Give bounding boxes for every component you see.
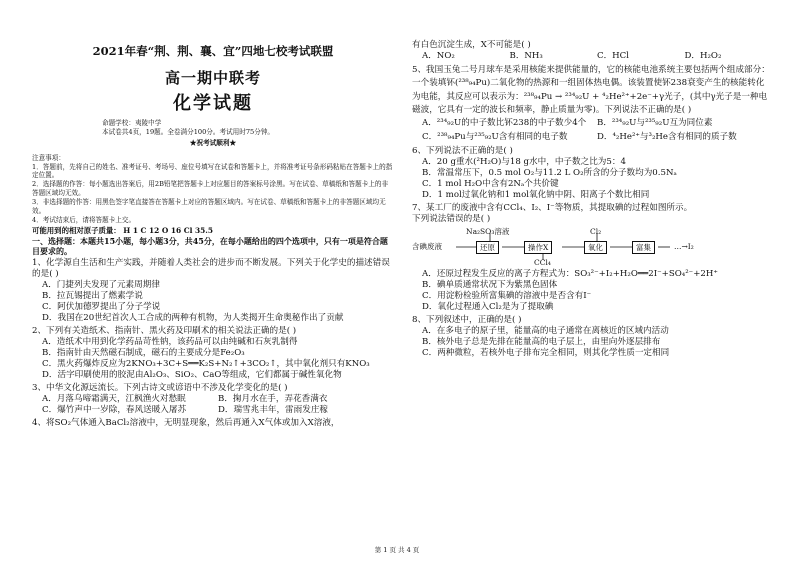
option: A．门捷列夫发现了元素周期律 [42,280,160,291]
option: A．造纸术中用到化学药品苛性钠，该药品可以由纯碱和石灰乳制得 [42,337,298,348]
option: B．NH₃ [509,51,543,61]
page-footer: 第 1 页 共 4 页 [374,546,420,554]
question-stem: 4、将SO₂气体通入BaCl₂溶液中，无明显现象，然后再通入X气体或加入X溶液， [32,418,340,429]
question-stem: 7、某工厂的废液中含有CCl₄、I₂、I⁻等物质，其提取碘的过程如图所示。 [412,202,693,213]
option: B．²³⁴₉₂U与²³⁵₉₂U互为同位素 [597,118,713,129]
flow-reagent-1: Na₂SO₃溶液 [466,226,510,236]
question-stem: 2、下列有关造纸术、指南针、黑火药及印刷术的相关说法正确的是( ) [32,326,297,337]
league-title: 2021年春“荆、荆、襄、宜”四地七校考试联盟 [92,44,334,58]
flow-start: 含碘废液 [412,241,442,251]
option: C．黑火药爆炸反应为2KNO₃+3C+S══K₂S+N₂↑+3CO₂↑，其中氧化剂只有KNO₃ [42,359,370,370]
option: C．两种微粒，若核外电子排布完全相同，则其化学性质一定相同 [422,347,670,358]
subject-title: 化学试题 [173,92,253,114]
option: D．⁴₂He²⁺与³₂He含有相同的质子数 [597,131,737,142]
question-stem: 5、我国玉兔二号月球车是采用核能来提供能量的，它的核能电池系统主要包括两个组成部分：一个装填钚(²³⁸₉₄Pu)二氧化物的热源和一组固体热电偶。该装置使钚238衰变产生的核能转化为电能，其反应可以表示为：²³⁸₉₄Pu → ²³⁴₉₂U + ⁴₂He²⁺+2e⁻+γ光子，(其中γ光子是一种电磁波，它具有一定的波长和频率，静止质量为零)。下列说法不正确的是( ) [412,65,770,115]
option: B．掬月水在手，弄花香满衣 [218,394,328,405]
question-8 [412,315,772,359]
option: C．用淀粉检验所富集碘的溶液中是否含有I⁻ [422,290,592,301]
option: D．瑞雪兆丰年，雷雨发庄稼 [218,405,329,416]
option: D．活字印刷使用的胶泥由Al₂O₃、SiO₂、CaO等组成，它们都属于碱性氧化物 [42,370,342,381]
process-flow-diagram [412,227,772,267]
option: A．NO₂ [422,51,455,61]
note-item: 3．非选择题的作答：用黑色签字笔直接答在答题卡上对应的答题区域内。写在试卷、草稿纸和答题卡上的非答题区域均无效。 [32,198,386,215]
option: A．月落乌啼霜满天，江枫渔火对愁眠 [42,394,186,405]
left-column [32,0,394,429]
flow-byproduct: CCl₄ [534,257,551,267]
flow-end: …→I₂ [674,241,694,251]
flow-box-oxidize: 氧化 [584,241,607,254]
option: B．核外电子总是先排在能量高的电子层上，由里向外逐层排布 [422,336,661,347]
flow-box-enrich: 富集 [632,241,655,254]
note-item: 4．考试结束后，请将答题卡上交。 [32,215,136,224]
motto: ★祝考试顺利★ [189,138,237,147]
option: A．²³⁴₉₂U的中子数比钚238的中子数少4个 [422,118,587,129]
question-4 [32,418,394,429]
section-heading: 一、选择题：本题共15小题，每小题3分，共45分，在每小题给出的四个选项中，只有一项是符合题目要求的。 [32,235,388,256]
option: B．碘单质通常状况下为紫黑色固体 [422,279,558,290]
option: C．HCl [597,51,629,61]
option: B．常温常压下，0.5 mol O₂与11.2 L O₂所含的分子数均为0.5Nₐ [422,167,677,178]
note-item: 1．答题前，先将自己的姓名、准考证号、考场号、座位号填写在试卷和答题卡上，并将准考证号条形码粘贴在答题卡上的指定位置。 [32,162,393,180]
question-2 [32,326,394,381]
flow-box-reduce: 还原 [476,241,499,254]
question-4-continued: 有白色沉淀生成，X不可能是( ) [412,40,531,50]
question-7 [412,203,772,313]
option: C．²³⁸₉₄Pu与²³⁵₉₂U含有相同的电子数 [422,131,568,142]
option: D．我国在20世纪首次人工合成的两种有机物，为人类揭开生命奥秘作出了贡献 [42,313,344,324]
question-3 [32,383,394,416]
question-stem: 3、中华文化源远流长。下列古诗文或谚语中不涉及化学变化的是( ) [32,383,288,394]
atomic-masses: 可能用到的相对原子质量： H 1 C 12 O 16 Cl 35.5 [32,225,213,235]
notes-heading: 注意事项： [32,153,65,162]
option: C．爆竹声中一岁除，春风送暖入屠苏 [42,405,187,416]
option: B．指南针由天然磁石制成，磁石的主要成分是Fe₂O₃ [42,348,245,359]
question-stem: 8、下列叙述中，正确的是( ) [412,314,522,325]
option: C．1 mol H₂O中含有2Nₐ个共价键 [422,178,559,189]
question-6 [412,146,772,201]
question-5 [412,64,772,144]
option: D．1 mol过氧化钠和1 mol氧化钠中阴、阳离子个数比相同 [422,189,650,200]
exam-info: 本试卷共4页，19题。全卷满分100分。考试用时75分钟。 [102,127,275,136]
exam-title: 高一期中联考 [164,68,261,87]
school-line: 命题学校：夷陵中学 [102,118,162,127]
option: A．20 g重水(²H₂O)与18 g水中，中子数之比为5：4 [422,156,626,167]
notes-block [32,154,394,225]
question-stem: 1、化学源自生活和生产实践，并随着人类社会的进步而不断发展。下列关于化学史的描述错误的是( ) [32,258,390,280]
question-stem: 6、下列说法不正确的是( ) [412,145,513,156]
right-column [412,40,772,359]
option: C．阿伏加德罗提出了分子学说 [42,302,161,313]
question-sub: 下列说法错误的是( ) [412,213,491,224]
option: D．氧化过程通入Cl₂是为了提取碘 [422,301,554,312]
question-1 [32,258,394,324]
option: D．H₂O₂ [684,51,722,61]
option: B．拉瓦锡提出了燃素学说 [42,291,143,302]
option: A．还原过程发生反应的离子方程式为：SO₃²⁻+I₂+H₂O══2I⁻+SO₄²⁻+2H⁺ [422,268,718,279]
option: A．在多电子的原子里，能量高的电子通常在离核近的区域内活动 [422,325,669,336]
flow-reagent-2: Cl₂ [590,226,602,236]
flow-box-operation-x: 操作X [524,241,552,254]
note-item: 2．选择题的作答：每小题选出答案后，用2B铅笔把答题卡上对应题目的答案标号涂黑。写在试卷、草稿纸和答题卡上的非答题区域均无效。 [32,180,389,198]
